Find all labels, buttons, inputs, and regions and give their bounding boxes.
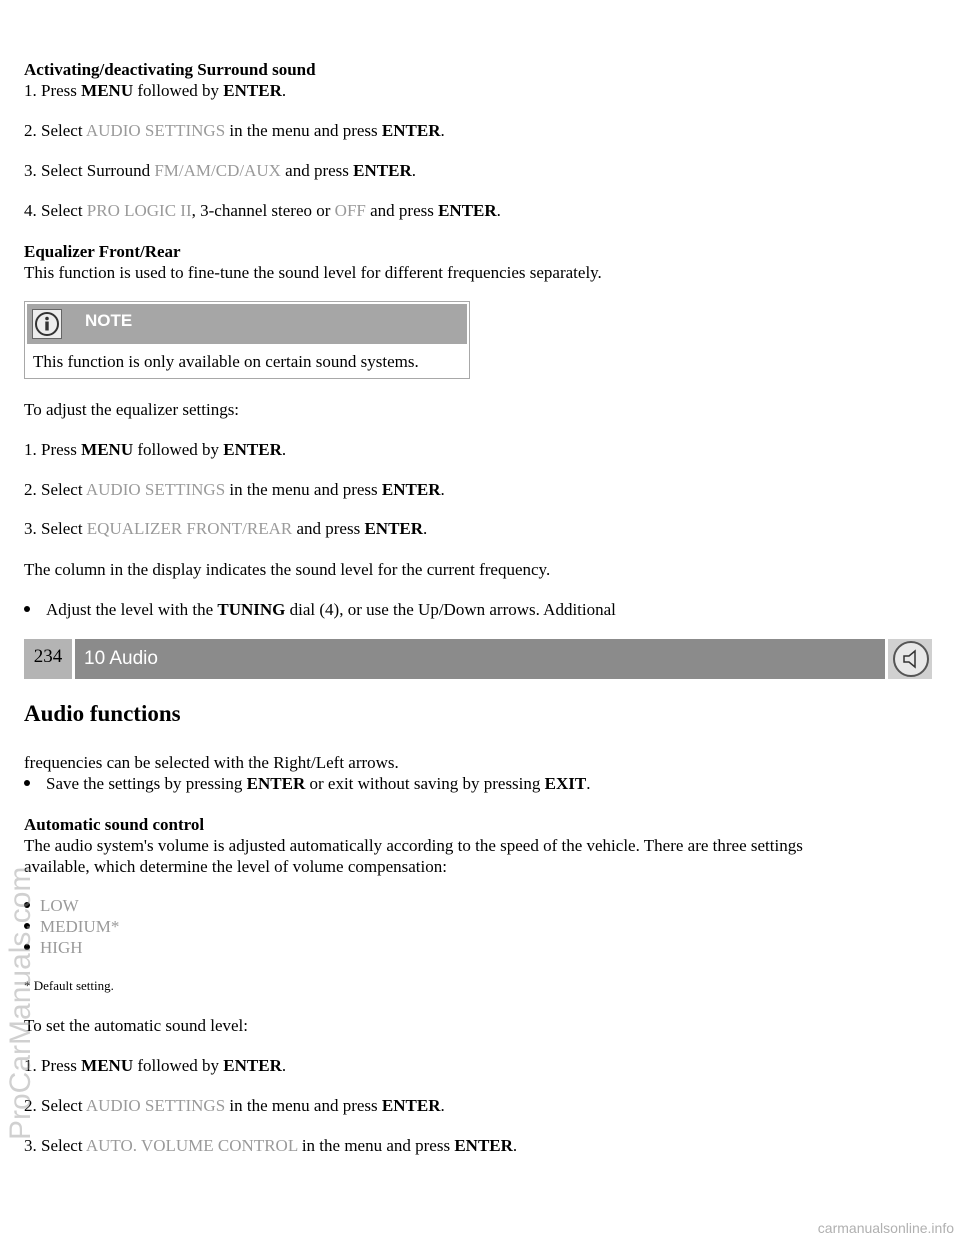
auto-sound-text-1: The audio system's volume is adjusted automatically according to the speed of the vehicle. There are three settings — [24, 836, 803, 855]
chapter-title: 10 Audio — [75, 639, 885, 679]
equalizer-bullet: Adjust the level with the TUNING dial (4), or use the Up/Down arrows. Additional — [46, 600, 616, 619]
surround-heading: Activating/deactivating Surround sound — [24, 60, 316, 79]
equalizer-column-text: The column in the display indicates the sound level for the current frequency. — [24, 560, 551, 579]
info-icon — [32, 309, 62, 339]
equalizer-step-1: 1. Press MENU followed by ENTER. — [24, 440, 287, 459]
side-watermark: ProCarManuals.com — [4, 866, 37, 1140]
option-high: HIGH — [40, 938, 83, 957]
note-box — [24, 301, 470, 379]
auto-sound-step-2: 2. Select AUDIO SETTINGS in the menu and press ENTER. — [24, 1096, 445, 1115]
page-number: 234 — [24, 639, 72, 679]
auto-sound-step-1: 1. Press MENU followed by ENTER. — [24, 1056, 287, 1075]
note-body: This function is only available on certain sound systems. — [33, 352, 419, 371]
equalizer-description: This function is used to fine-tune the sound level for different frequencies separately. — [24, 263, 602, 282]
auto-sound-intro: To set the automatic sound level: — [24, 1016, 249, 1035]
bullet-icon — [24, 780, 30, 786]
surround-step-4: 4. Select PRO LOGIC II, 3-channel stereo or OFF and press ENTER. — [24, 201, 501, 220]
bullet-icon — [24, 606, 30, 612]
frequencies-continued: frequencies can be selected with the Right/Left arrows. — [24, 753, 399, 772]
option-medium: MEDIUM* — [40, 917, 120, 936]
chapter-bar — [24, 639, 932, 679]
footnote: * Default setting. — [24, 978, 114, 993]
surround-step-3: 3. Select Surround FM/AM/CD/AUX and press ENTER. — [24, 161, 416, 180]
surround-step-2: 2. Select AUDIO SETTINGS in the menu and press ENTER. — [24, 121, 445, 140]
save-settings-bullet: Save the settings by pressing ENTER or exit without saving by pressing EXIT. — [46, 774, 591, 793]
audio-functions-heading: Audio functions — [24, 701, 181, 726]
surround-step-1: 1. Press MENU followed by ENTER. — [24, 81, 287, 100]
equalizer-heading: Equalizer Front/Rear — [24, 242, 181, 261]
auto-sound-heading: Automatic sound control — [24, 815, 205, 834]
auto-sound-text-2: available, which determine the level of volume compensation: — [24, 857, 447, 876]
equalizer-step-3: 3. Select EQUALIZER FRONT/REAR and press ENTER. — [24, 519, 428, 538]
note-title: NOTE — [85, 311, 133, 330]
equalizer-intro: To adjust the equalizer settings: — [24, 400, 240, 419]
equalizer-step-2: 2. Select AUDIO SETTINGS in the menu and press ENTER. — [24, 480, 445, 499]
auto-sound-step-3: 3. Select AUTO. VOLUME CONTROL in the menu and press ENTER. — [24, 1136, 518, 1155]
option-low: LOW — [40, 896, 79, 915]
footer-watermark: carmanualsonline.info — [817, 1220, 954, 1236]
speaker-icon — [888, 639, 932, 679]
note-header — [27, 304, 467, 344]
